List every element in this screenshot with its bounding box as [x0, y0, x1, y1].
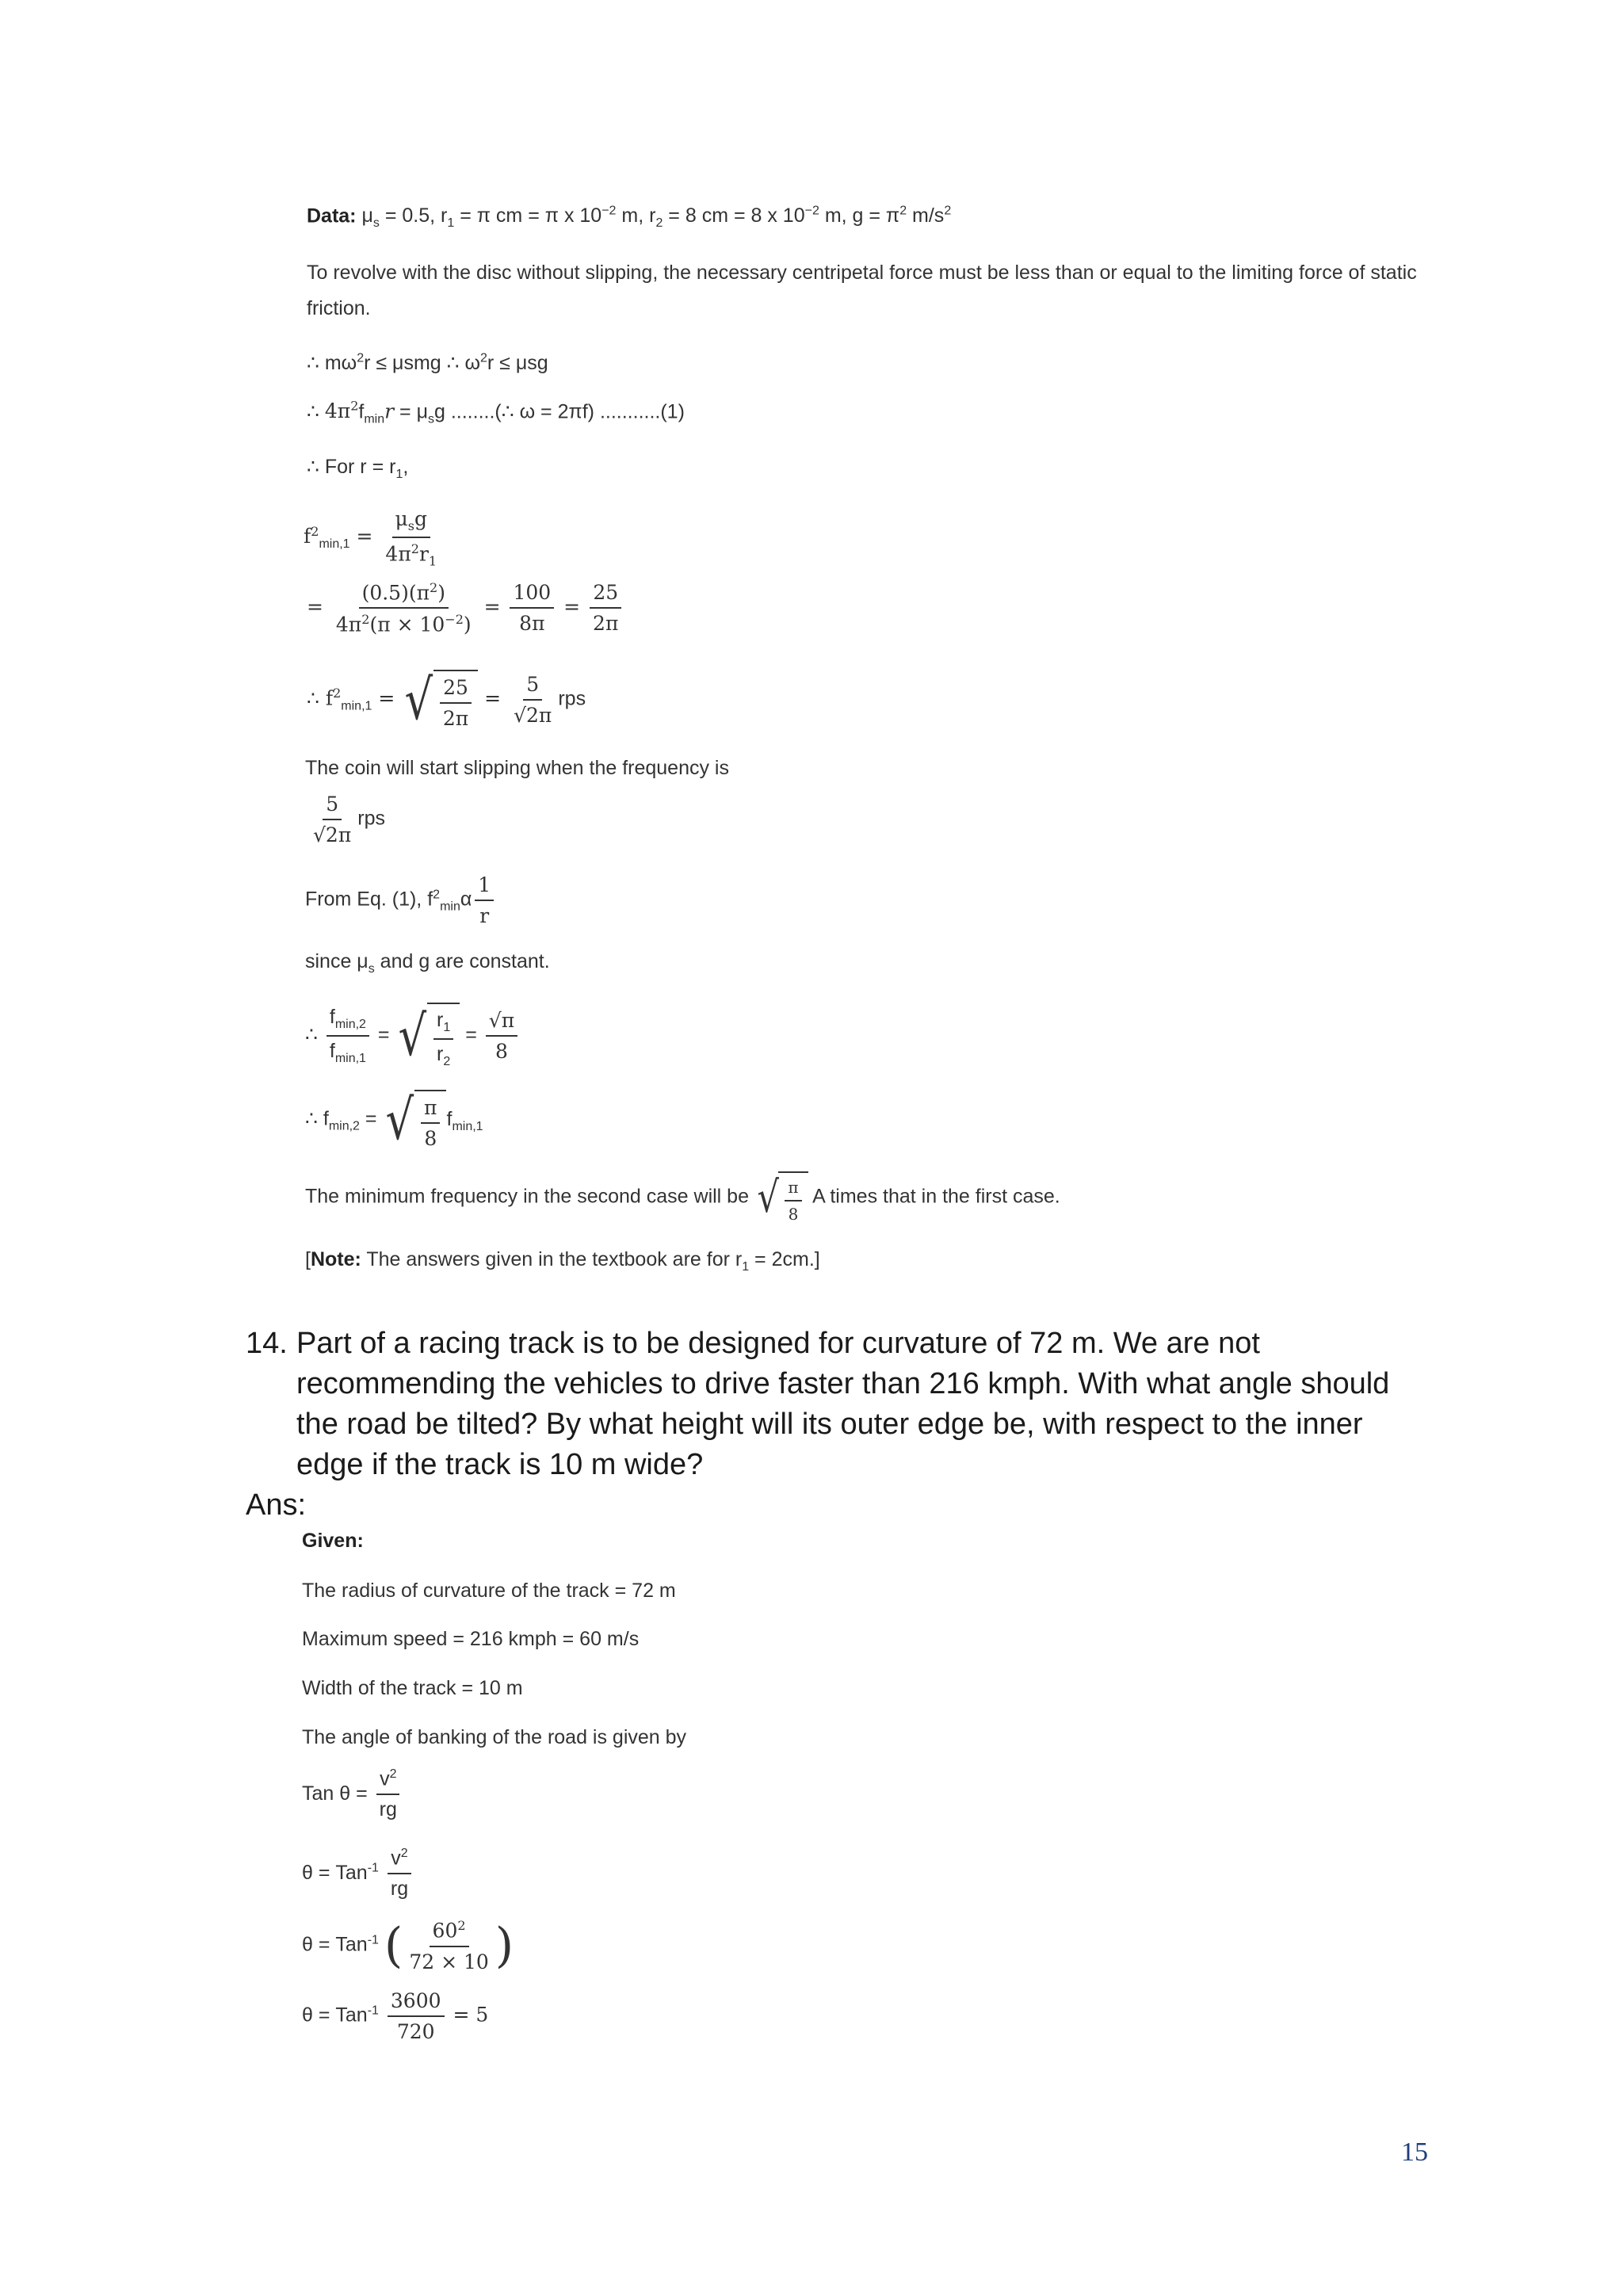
note-line: [Note: The answers given in the textbook are for $r_1 = 2cm$.]: [305, 1248, 820, 1274]
min-frequency-text-a: The minimum frequency in the second case will be: [305, 1185, 749, 1208]
since-text: since $\mu_s$ and g are constant.: [305, 950, 550, 976]
from-eq-line: From Eq. (1), $f^2_{min}\alpha$ $\frac{1}{r}$: [305, 873, 497, 927]
given-width: Width of the track = 10 m: [302, 1677, 523, 1699]
tan-theta-formula: Tan θ = $\frac{v^2}{rg}$: [302, 1767, 403, 1821]
coin-text: The coin will start slipping when the frequency is: [305, 757, 729, 779]
fmin1-substitution: = $\frac{(0.5)(\pi^2)}{4\pi^2(\pi \times 10^{-2})}$ = $\frac{100}{8\pi}$ = $\frac{25}{2\pi}$: [307, 580, 624, 636]
data-line: [307, 204, 951, 231]
min-frequency-text: The minimum frequency in the second case will be √ $\frac{\pi}{8}$ A times that in the first case.: [305, 1172, 1060, 1224]
question-text: Part of a racing track is to be designed for curvature of 72 m. We are not recommending the vehicles to drive faster than 216 kmph. With what angle should the road be tilted? By what height will its outer edge be, with respect to the inner edge if the track is 10 m wide?: [296, 1327, 1390, 1481]
data-values: $\mu_s = 0.5$, $r_1 = \pi$ cm = π x $10^{-2}$ m, $r_2 = 8$ cm = 8 x $10^{-2}$ m, $g = \pi^2$ $m/s^2$: [361, 204, 952, 231]
fmin2-formula: ∴ $f_{min,2}$ = √ $\frac{\pi}{8}$ $f_{min,1}$: [305, 1087, 483, 1152]
from-eq-label: From Eq. (1),: [305, 888, 422, 911]
fmin1-result: ∴ $f^2_{min,1}$ = √ $\frac{25}{2\pi}$ = $\frac{5}{√2\pi}$ rps: [307, 667, 586, 732]
ratio-formula: ∴ $\frac{f_{min,2}}{f_{min,1}}$ = √ $\frac{r_1}{r_2}$ = $\frac{√\pi}{8}$: [305, 1003, 521, 1069]
theta-formula-2: θ = Tan$^{-1}$ ( $\frac{60^2}{72 \times 10}$ ): [302, 1918, 514, 1973]
for-r-line: ∴ For $r = r_1$,: [307, 456, 409, 481]
question-number: 14.: [246, 1327, 288, 1360]
intro-line-1: To revolve with the disc without slipping, the necessary centripetal force must be less than or equal to the limiting force of static: [307, 262, 1417, 284]
fmin1-squared-formula: $f^2_{min,1}$ = $\frac{\mu_sg}{4\pi^2r_1}$: [304, 507, 437, 569]
data-label: Data:: [307, 204, 357, 227]
given-label-text: Given:: [302, 1530, 364, 1552]
angle-text: The angle of banking of the road is given by: [302, 1726, 687, 1748]
question-14: [246, 1324, 1434, 1485]
theta-formula-1: θ = Tan$^{-1}$ $\frac{v^2}{rg}$: [302, 1847, 414, 1901]
given-speed: Maximum speed = 216 kmph = 60 m/s: [302, 1628, 640, 1650]
equation-1-line: ∴ $4\pi^2f_{min}r = \mu_sg$ ........(∴ ω = 2πf) ...........(1): [307, 399, 685, 426]
ans-label: Ans:: [246, 1488, 307, 1522]
min-frequency-text-b: A times that in the first case.: [812, 1185, 1060, 1208]
rps-unit: rps: [357, 807, 386, 830]
intro-line-2: friction.: [307, 297, 371, 319]
note-label: Note:: [310, 1248, 361, 1270]
given-label: [302, 1530, 364, 1553]
coin-frequency: $\frac{5}{√2\pi}$ rps: [313, 793, 386, 846]
page-number: 15: [1401, 2137, 1428, 2167]
inequality-line: ∴ $m\omega^2r \le \mu smg$ ∴ $\omega^2r \le \mu sg$: [307, 351, 548, 374]
theta-formula-3: θ = Tan$^{-1}$ $\frac{3600}{720}$ = 5: [302, 1989, 489, 2043]
given-radius: The radius of curvature of the track = 72 m: [302, 1580, 676, 1602]
